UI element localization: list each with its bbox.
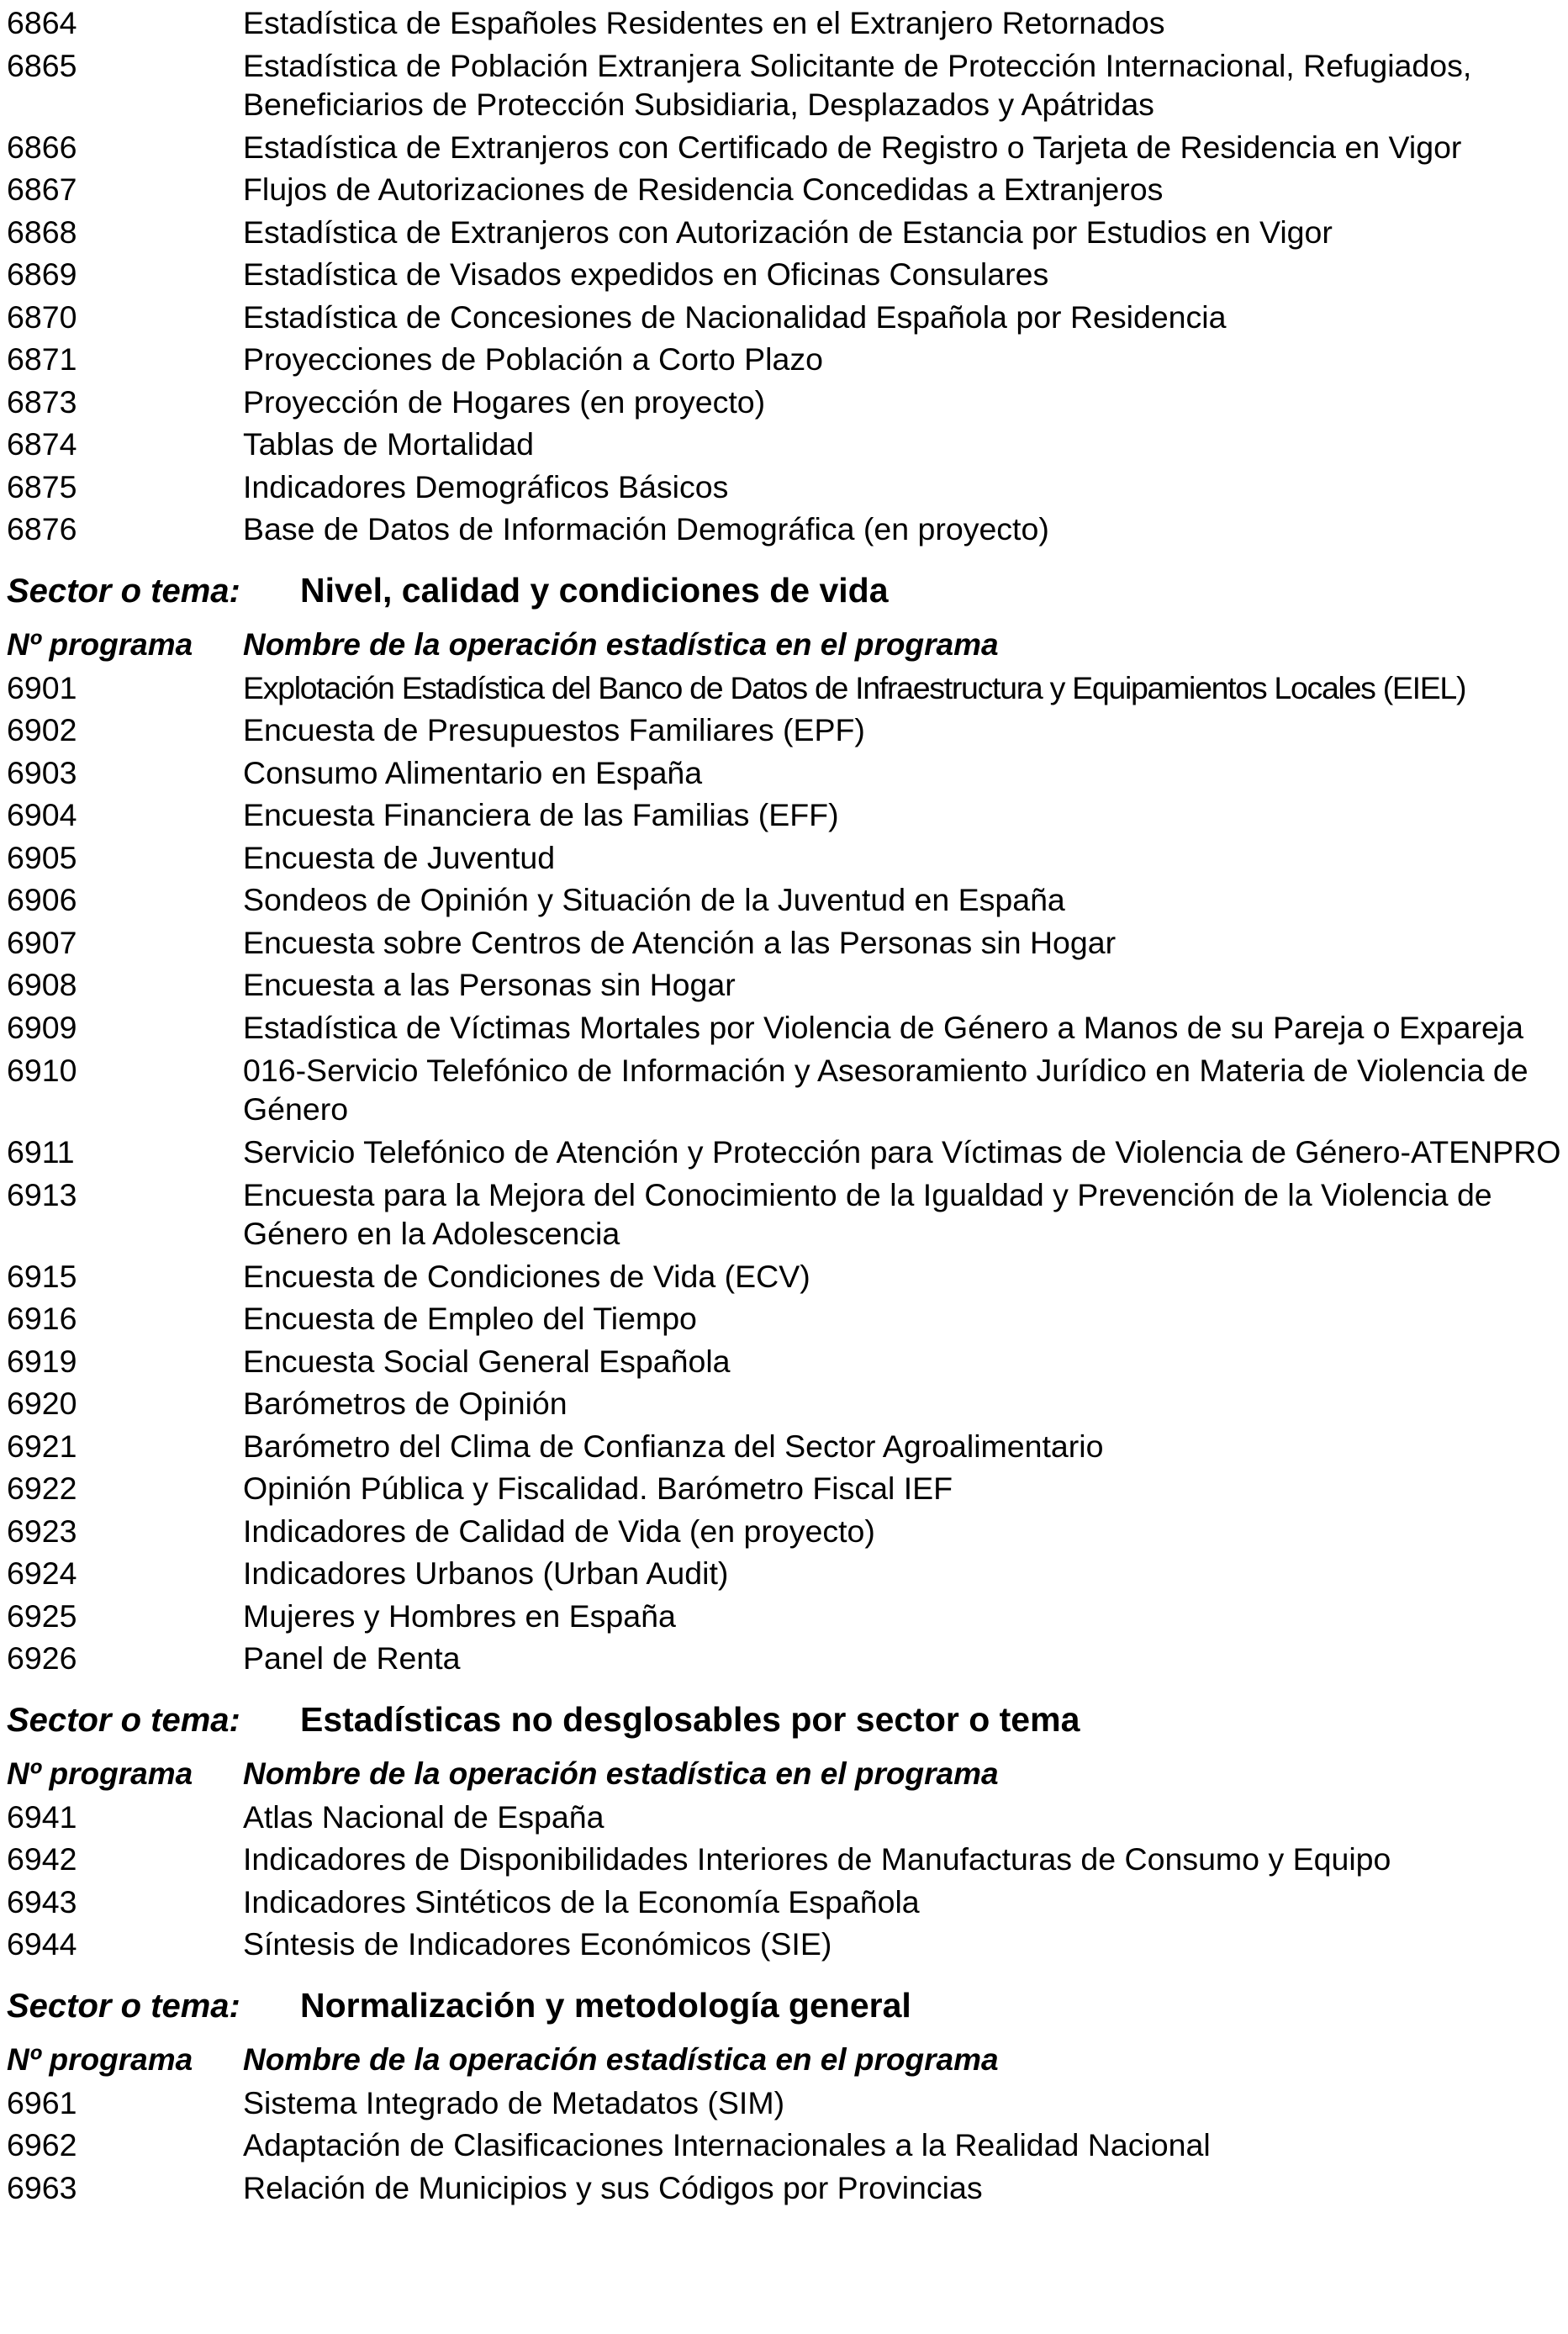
sector-heading [7,1986,1568,2038]
program-number: 6870 [7,298,77,335]
program-number: 6876 [7,511,77,547]
sector-title: Estadísticas no desglosables por sector o tema [300,1699,1080,1739]
program-number: 6921 [7,1428,77,1464]
program-number: 6963 [7,2169,77,2205]
column-header-number: Nº programa [7,2041,193,2077]
program-number: 6905 [7,839,77,875]
program-number: 6922 [7,1471,77,1506]
sector-section [7,571,1568,1680]
program-number: 6864 [7,5,77,40]
column-header-name: Nombre de la operación estadística en el programa [243,2041,999,2077]
program-number: 6906 [7,882,77,917]
column-headers [7,1752,1568,1796]
column-headers [7,623,1568,667]
operation-name: Indicadores de Calidad de Vida (en proyecto) [243,1513,875,1549]
operation-name: Servicio Telefónico de Atención y Protección para Víctimas de Violencia de Género-ATENPRO [243,1133,1561,1170]
table-row [7,1340,1568,1383]
operation-name: Proyecciones de Población a Corto Plazo [243,341,823,377]
column-header-name: Nombre de la operación estadística en el programa [243,1756,999,1791]
sector-title: Normalización y metodología general [300,1985,911,2025]
operation-name: Indicadores Sintéticos de la Economía Española [243,1883,920,1919]
operation-name: Flujos de Autorizaciones de Residencia Concedidas a Extranjeros [243,172,1164,207]
program-number: 6924 [7,1555,77,1591]
sector-label: Sector o tema: [7,1701,240,1739]
table-row [7,45,1568,126]
program-number: 6903 [7,754,77,790]
program-number: 6904 [7,797,77,832]
operation-name: Encuesta de Condiciones de Vida (ECV) [243,1258,810,1294]
operation-name: Explotación Estadística del Banco de Datos de Infraestructura y Equipamientos Locales (EIEL) [243,669,1466,705]
program-number: 6942 [7,1841,77,1877]
table-row [7,253,1568,296]
program-number: 6913 [7,1176,77,1212]
operation-name: 016-Servicio Telefónico de Información y Asesoramiento Jurídico en Materia de Violencia de Género [243,1052,1528,1127]
table-row [7,2082,1568,2125]
program-number: 6925 [7,1597,77,1634]
program-number: 6909 [7,1009,77,1045]
program-number: 6868 [7,214,77,250]
operation-name: Atlas Nacional de España [243,1798,604,1835]
table-row [7,296,1568,339]
operation-name: Relación de Municipios y sus Códigos por Provincias [243,2169,983,2205]
table-row [7,168,1568,211]
sector-section [7,1700,1568,1966]
operation-name: Encuesta sobre Centros de Atención a las Personas sin Hogar [243,924,1117,960]
sector-section [7,1986,1568,2210]
program-number: 6902 [7,712,77,747]
operation-name: Sondeos de Opinión y Situación de la Juventud en España [243,882,1065,917]
operation-name: Adaptación de Clasificaciones Internacionales a la Realidad Nacional [243,2127,1211,2162]
table-row [7,1923,1568,1966]
program-number: 6923 [7,1513,77,1549]
table-row [7,2167,1568,2210]
table-row [7,1796,1568,1839]
operation-name: Mujeres y Hombres en España [243,1597,676,1634]
program-number: 6926 [7,1640,77,1676]
table-row [7,1467,1568,1510]
table-row [7,381,1568,424]
operation-name: Encuesta a las Personas sin Hogar [243,967,736,1002]
program-number: 6962 [7,2127,77,2162]
table-row [7,1131,1568,1174]
program-number: 6910 [7,1052,77,1088]
program-number: 6869 [7,256,77,292]
sector-label: Sector o tema: [7,1987,240,2025]
sector-label: Sector o tema: [7,572,240,610]
program-number: 6875 [7,468,77,504]
program-number: 6919 [7,1343,77,1379]
table-row [7,466,1568,509]
table-row [7,837,1568,879]
column-header-number: Nº programa [7,1756,193,1791]
operation-name: Proyección de Hogares (en proyecto) [243,383,766,420]
table-row [7,211,1568,254]
continuation-list [7,2,1568,551]
program-number: 6916 [7,1301,77,1336]
table-row [7,2124,1568,2167]
operation-name: Estadística de Víctimas Mortales por Violencia de Género a Manos de su Pareja o Expareja [243,1009,1524,1045]
operation-name: Encuesta Social General Española [243,1343,731,1379]
program-number: 6920 [7,1386,77,1421]
program-number: 6874 [7,426,77,462]
program-number: 6866 [7,129,77,165]
column-header-number: Nº programa [7,626,193,662]
operation-name: Estadística de Españoles Residentes en el Extranjero Retornados [243,5,1165,40]
table-row [7,1255,1568,1298]
column-header-name: Nombre de la operación estadística en el programa [243,626,999,662]
operation-name: Estadística de Extranjeros con Certificado de Registro o Tarjeta de Residencia en Vigor [243,129,1462,165]
program-number: 6915 [7,1258,77,1294]
program-number: 6865 [7,47,77,83]
table-row [7,423,1568,466]
program-number: 6961 [7,2084,77,2120]
operation-name: Estadística de Visados expedidos en Oficinas Consulares [243,256,1049,292]
operation-name: Encuesta de Empleo del Tiempo [243,1301,697,1336]
program-number: 6941 [7,1798,77,1835]
table-row [7,879,1568,921]
operation-name: Estadística de Población Extranjera Solicitante de Protección Internacional, Refugiados, Beneficiarios de Protección Subsidiaria, Desplazados y Apátridas [243,47,1472,122]
table-row [7,1006,1568,1049]
program-number: 6871 [7,341,77,377]
operation-name: Indicadores Urbanos (Urban Audit) [243,1555,729,1591]
table-row [7,921,1568,964]
program-number: 6908 [7,967,77,1002]
program-number: 6873 [7,383,77,420]
operation-name: Opinión Pública y Fiscalidad. Barómetro Fiscal IEF [243,1471,953,1506]
table-row [7,1552,1568,1595]
operation-name: Encuesta de Presupuestos Familiares (EPF) [243,712,865,747]
operation-name: Barómetro del Clima de Confianza del Sector Agroalimentario [243,1428,1104,1464]
table-row [7,1174,1568,1255]
operation-name: Encuesta para la Mejora del Conocimiento de la Igualdad y Prevención de la Violencia de Género en la Adolescencia [243,1176,1492,1251]
operation-name: Encuesta Financiera de las Familias (EFF) [243,797,839,832]
column-headers [7,2038,1568,2082]
table-row [7,126,1568,169]
operation-name: Consumo Alimentario en España [243,754,703,790]
table-row [7,667,1568,710]
program-number: 6867 [7,172,77,207]
table-row [7,2,1568,45]
program-number: 6944 [7,1926,77,1962]
table-row [7,1838,1568,1881]
operation-name: Estadística de Concesiones de Nacionalidad Española por Residencia [243,298,1227,335]
table-row [7,1881,1568,1924]
sector-title: Nivel, calidad y condiciones de vida [300,570,889,610]
program-number: 6907 [7,924,77,960]
program-number: 6911 [7,1133,75,1170]
table-row [7,1382,1568,1425]
program-number: 6943 [7,1883,77,1919]
table-row [7,752,1568,795]
operation-name: Encuesta de Juventud [243,839,556,875]
operation-name: Tablas de Mortalidad [243,426,535,462]
operation-name: Sistema Integrado de Metadatos (SIM) [243,2084,785,2120]
table-row [7,709,1568,752]
table-row [7,964,1568,1006]
table-row [7,1637,1568,1680]
operation-name: Estadística de Extranjeros con Autorización de Estancia por Estudios en Vigor [243,214,1333,250]
table-row [7,794,1568,837]
sector-heading [7,1700,1568,1752]
operation-name: Indicadores Demográficos Básicos [243,468,729,504]
table-row [7,1510,1568,1553]
operation-name: Base de Datos de Información Demográfica (en proyecto) [243,511,1049,547]
operation-name: Barómetros de Opinión [243,1386,568,1421]
table-row [7,508,1568,551]
table-row [7,1049,1568,1131]
program-number: 6901 [7,669,77,705]
operation-name: Indicadores de Disponibilidades Interiores de Manufacturas de Consumo y Equipo [243,1841,1391,1877]
operation-name: Síntesis de Indicadores Económicos (SIE) [243,1926,832,1962]
sector-heading [7,571,1568,623]
table-row [7,1425,1568,1468]
table-row [7,338,1568,381]
operation-name: Panel de Renta [243,1640,461,1676]
table-row [7,1297,1568,1340]
table-row [7,1595,1568,1638]
